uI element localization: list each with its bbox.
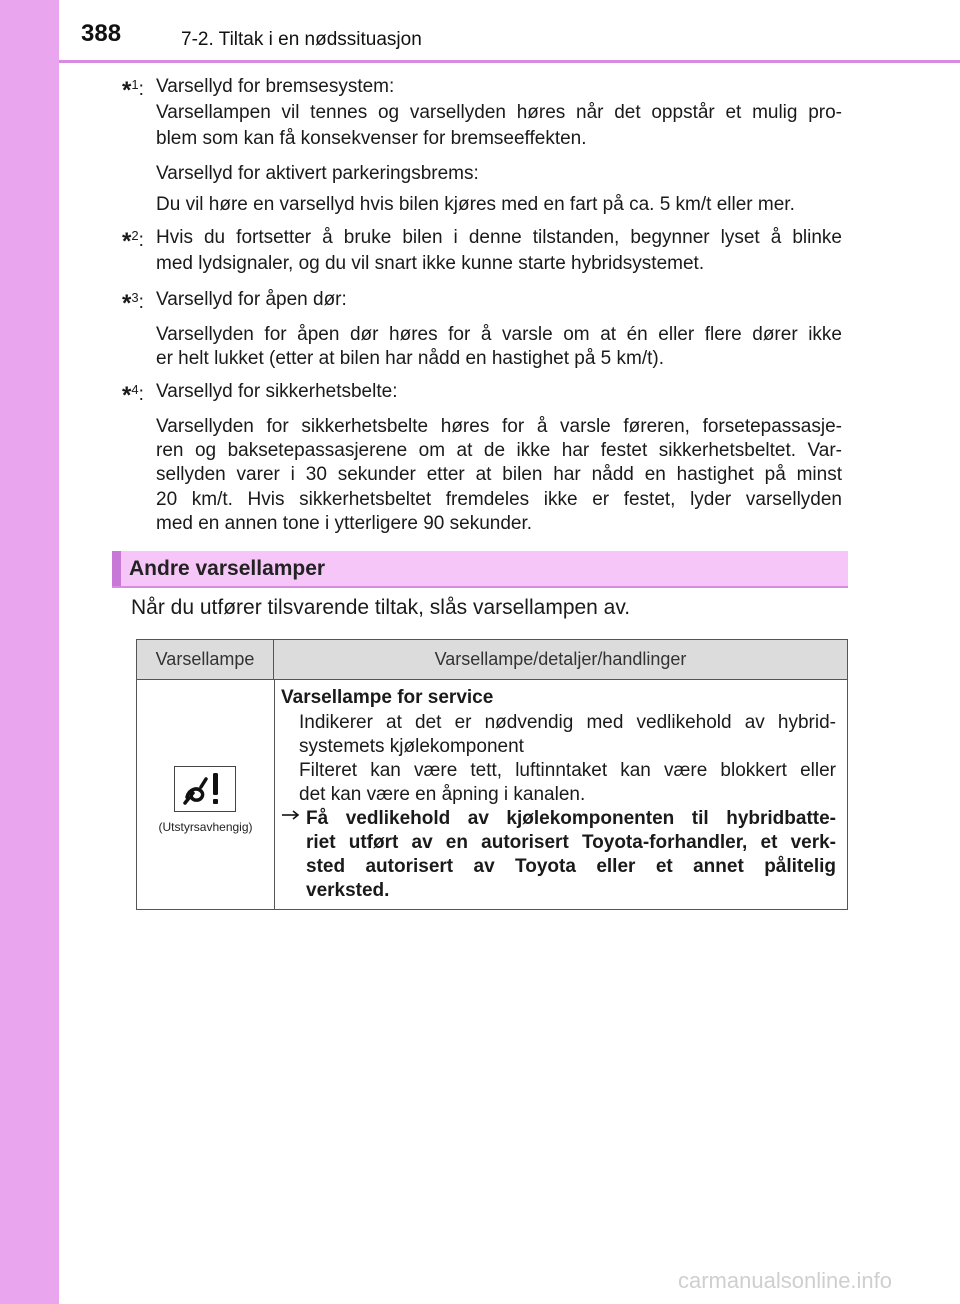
detail-line: Filteret kan være tett, luftinntaket kan være blokkert eller bbox=[299, 760, 836, 781]
footnote-marker-1: *$^1$: bbox=[122, 77, 144, 104]
table-header bbox=[137, 640, 847, 680]
arrow-right-icon bbox=[281, 808, 301, 822]
detail-line: Indikerer at det er nødvendig med vedlikehold av hybrid- bbox=[299, 712, 836, 733]
footnote-4-line: ren og baksetepassasjerene om at de ikke har festet sikkerhetsbeltet. Var- bbox=[156, 440, 842, 461]
section-intro: Når du utfører tilsvarende tiltak, slås varsellampen av. bbox=[131, 596, 631, 619]
lamp-title: Varsellampe for service bbox=[281, 687, 494, 708]
footnote-marker-2: *$^2$: bbox=[122, 228, 144, 255]
column-header-details: Varsellampe/detaljer/handlinger bbox=[434, 649, 687, 669]
column-header-lamp: Varsellampe bbox=[137, 640, 274, 679]
footnote-1-line: Varsellampen vil tennes og varsellyden høres når det oppstår et mulig pro- bbox=[156, 102, 842, 123]
footnote-1-line: Varsellyd for aktivert parkeringsbrems: bbox=[156, 163, 479, 184]
footnote-4-line: 20 km/t. Hvis sikkerhetsbeltet fremdeles ikke er festet, lyder varsellyden bbox=[156, 489, 842, 510]
section-heading-accent bbox=[112, 551, 121, 586]
footnote-marker-3: *$^3$: bbox=[122, 290, 144, 317]
footnote-4-line: sellyden varer i 30 sekunder etter at bilen har nådd en hastighet på minst bbox=[156, 464, 842, 485]
action-line: Få vedlikehold av kjølekomponenten til hybridbatte- bbox=[306, 808, 836, 829]
action-line: sted autorisert av Toyota eller et annet pålitelig bbox=[306, 856, 836, 877]
footnote-3-line: Varsellyd for åpen dør: bbox=[156, 289, 347, 310]
section-title: Andre varsellamper bbox=[129, 557, 326, 580]
page-header bbox=[59, 0, 960, 60]
watermark: carmanualsonline.info bbox=[678, 1268, 893, 1293]
footnote-2-line: med lydsignaler, og du vil snart ikke kunne starte hybridsystemet. bbox=[156, 253, 705, 274]
footnote-3-line: er helt lukket (etter at bilen har nådd en hastighet på 5 km/t). bbox=[156, 348, 665, 369]
side-band bbox=[0, 0, 59, 1304]
action-line: riet utført av en autorisert Toyota-forhandler, et verk- bbox=[306, 832, 836, 853]
footnote-1-line: Du vil høre en varsellyd hvis bilen kjøres med en fart på ca. 5 km/t eller mer. bbox=[156, 194, 795, 215]
footnote-2-line: Hvis du fortsetter å bruke bilen i denne tilstanden, begynner lyset å blinke bbox=[156, 227, 842, 248]
column-divider bbox=[274, 679, 275, 909]
service-warning-icon bbox=[174, 766, 236, 812]
page-number: 388 bbox=[81, 20, 122, 47]
footnote-3-line: Varsellyden for åpen dør høres for å varsle om at én eller flere dører ikke bbox=[156, 324, 842, 345]
action-line: verksted. bbox=[306, 880, 390, 901]
detail-line: det kan være en åpning i kanalen. bbox=[299, 784, 586, 805]
footnote-4-line: med en annen tone i ytterligere 90 sekunder. bbox=[156, 513, 533, 534]
detail-line: systemets kjølekomponent bbox=[299, 736, 524, 757]
footnote-4-line: Varsellyden for sikkerhetsbelte høres for å varsle føreren, forsetepassasje- bbox=[156, 416, 842, 437]
header-rule bbox=[59, 60, 960, 63]
section-reference: 7-2. Tiltak i en nødssituasjon bbox=[181, 29, 422, 50]
section-heading-bar bbox=[112, 551, 848, 588]
footnote-marker-4: *$^4$: bbox=[122, 382, 144, 409]
icon-caption: (Utstyrsavhengig) bbox=[158, 820, 253, 834]
warning-lamp-table bbox=[136, 639, 848, 910]
footnote-1-line: Varsellyd for bremsesystem: bbox=[156, 76, 395, 97]
footnote-1-line: blem som kan få konsekvenser for bremseeffekten. bbox=[156, 128, 587, 149]
footnote-4-line: Varsellyd for sikkerhetsbelte: bbox=[156, 381, 398, 402]
